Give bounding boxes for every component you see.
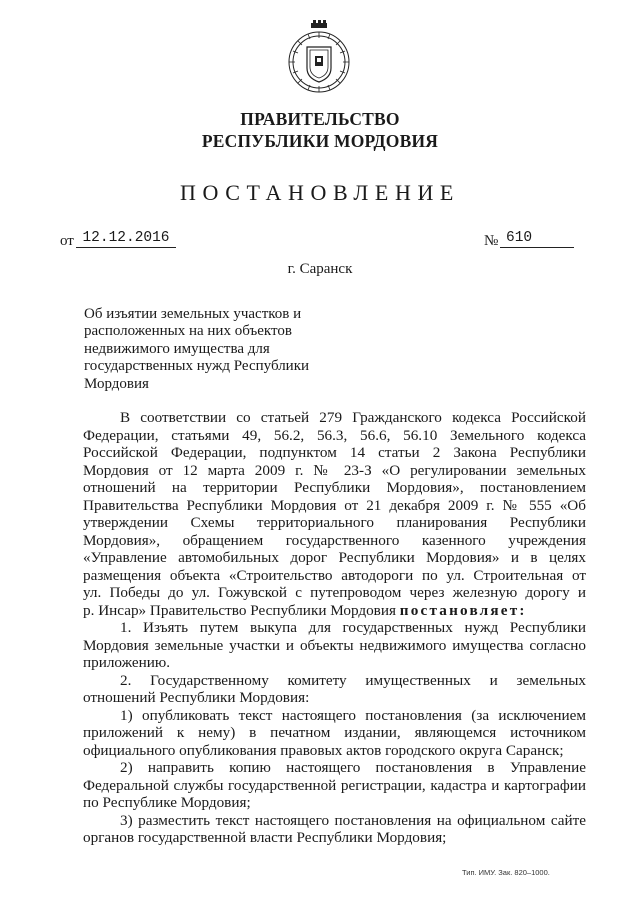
preamble-line: утверждении Схемы территориального планирования Республики bbox=[83, 514, 586, 531]
print-note: Тип. ИМУ. Зак. 820–1000. bbox=[462, 868, 550, 877]
sub2-line: по Республике Мордовия; bbox=[83, 794, 251, 811]
subject-line: недвижимого имущества для bbox=[84, 340, 270, 357]
preamble-line: Российской Федерации, подпунктом 14 статьи 2 Закона Республики bbox=[83, 444, 586, 461]
preamble-line: Мордовия от 12 марта 2009 г. № 23-З «О регулировании земельных bbox=[83, 461, 586, 479]
item1-line: приложению. bbox=[83, 654, 171, 671]
sub3-line: органов государственной власти Республики Мордовия; bbox=[83, 829, 447, 846]
sub2-line: 2) направить копию настоящего постановления в Управление bbox=[120, 759, 586, 776]
subject-line: расположенных на них объектов bbox=[84, 323, 292, 340]
item1-line: Мордовия земельные участки и объекты недвижимого имущества согласно bbox=[83, 636, 586, 654]
item2-line: 2. Государственному комитету имущественных и земельных bbox=[120, 671, 586, 689]
date-label: от bbox=[60, 233, 74, 249]
decree-word: постановляет: bbox=[399, 601, 527, 619]
preamble-line: В соответствии со статьей 279 Гражданского кодекса Российской bbox=[120, 409, 586, 426]
coat-of-arms-icon bbox=[284, 20, 354, 98]
sub1-line: 1) опубликовать текст настоящего постановления (за исключением bbox=[120, 706, 586, 724]
city-name: г. Саранск bbox=[287, 261, 353, 277]
document-body bbox=[83, 409, 586, 847]
organization-name-line2: РЕСПУБЛИКИ МОРДОВИЯ bbox=[201, 131, 439, 151]
preamble-line: «Управление автомобильных дорог Республики Мордовия» и в целях bbox=[83, 549, 586, 566]
subject-line: государственных нужд Республики bbox=[84, 358, 310, 375]
sub2-line: Федеральной службы государственной регистрации, кадастра и картографии bbox=[83, 776, 586, 794]
sub3-line: 3) разместить текст настоящего постановления на официальном сайте bbox=[120, 811, 586, 829]
number-label: № bbox=[484, 233, 499, 249]
sub1-line: официального опубликования правовых актов городского округа Саранск; bbox=[83, 741, 564, 759]
preamble-line: Федерации, статьями 49, 56.2, 56.3, 56.6, 56.10 Земельного кодекса bbox=[83, 426, 586, 444]
preamble-line: размещения объекта «Строительство автодороги по ул. Строительная от bbox=[83, 566, 586, 584]
preamble-line: ул. Победы до ул. Гожувской с путепроводом через железную дорогу и bbox=[83, 584, 586, 601]
document-number: 610 bbox=[500, 230, 574, 248]
sub1-line: приложений к нему) в печатном издании, являющемся источником bbox=[83, 724, 586, 741]
document-date: 12.12.2016 bbox=[76, 230, 176, 248]
subject-line: Мордовия bbox=[84, 375, 149, 392]
item1-line: 1. Изъять путем выкупа для государственных нужд Республики bbox=[120, 619, 586, 636]
organization-name-line1: ПРАВИТЕЛЬСТВО bbox=[240, 109, 400, 129]
subject-line: Об изъятии земельных участков и bbox=[84, 306, 302, 322]
document-type-title: ПОСТАНОВЛЕНИЕ bbox=[180, 180, 460, 205]
preamble-final-line bbox=[83, 602, 586, 620]
preamble-final-text: р. Инсар» Правительство Республики Мордовия bbox=[83, 601, 396, 619]
item2-line: отношений Республики Мордовия: bbox=[83, 689, 310, 706]
preamble-line: отношений на территории Республики Мордовия», постановлением bbox=[83, 479, 586, 496]
preamble-line: Мордовия», обращением государственного казенного учреждения bbox=[83, 531, 586, 549]
preamble-line: Правительства Республики Мордовия от 21 декабря 2009 г. № 555 «Об bbox=[83, 496, 586, 514]
document-subject bbox=[84, 306, 344, 393]
